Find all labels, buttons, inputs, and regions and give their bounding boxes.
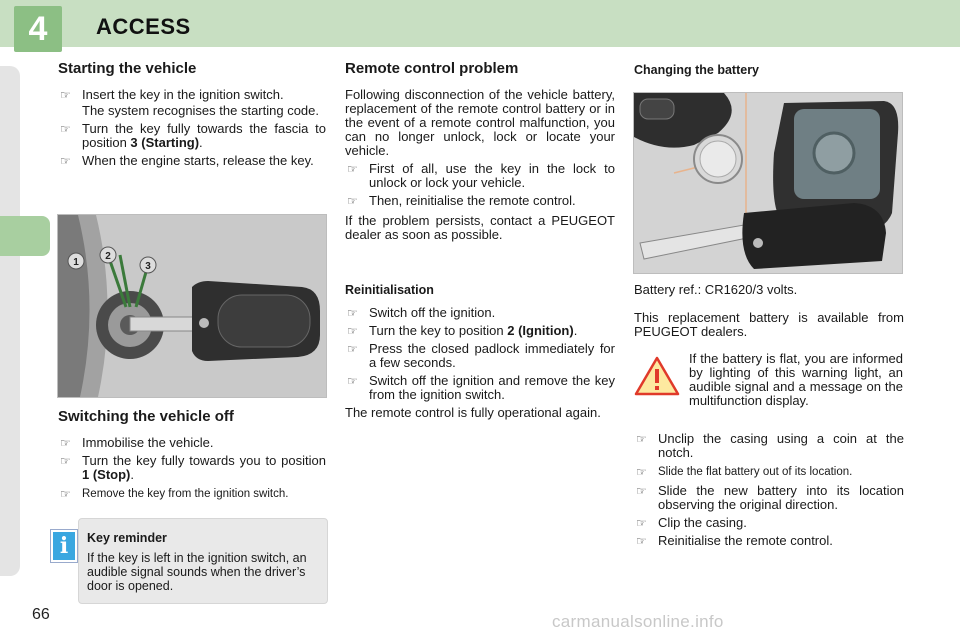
- switching-section: [58, 410, 326, 501]
- item-text: Turn the key fully towards you to position: [82, 453, 326, 468]
- item-text: The system recognises the starting code.: [82, 103, 320, 118]
- pointing-finger-icon: ☞: [636, 484, 647, 498]
- pointing-finger-icon: ☞: [60, 154, 71, 168]
- position-3-label: 3: [145, 261, 151, 272]
- item-text: Reinitialise the remote control.: [658, 533, 833, 548]
- list-item: [345, 162, 615, 190]
- pointing-finger-icon: ☞: [347, 162, 358, 176]
- battery-info: [634, 283, 904, 339]
- position-label: 2 (Ignition): [507, 323, 574, 338]
- item-text: First of all, use the key in the lock to unlock or lock your vehicle.: [369, 161, 615, 190]
- list-item: [58, 436, 326, 450]
- item-text: Immobilise the vehicle.: [82, 435, 214, 450]
- pointing-finger-icon: ☞: [347, 342, 358, 356]
- section-subtitle: Changing the battery: [634, 63, 760, 77]
- item-text: Switch off the ignition and remove the key from the ignition switch.: [369, 373, 615, 402]
- reinit-section: [345, 283, 615, 420]
- info-icon: i: [51, 530, 77, 562]
- section-title: Starting the vehicle: [58, 60, 197, 77]
- list-item: [58, 487, 326, 501]
- key-reminder-title: Key reminder: [87, 531, 167, 545]
- item-text-end: .: [130, 467, 135, 482]
- list-item-continued: [58, 104, 326, 118]
- item-text: Then, reinitialise the remote control.: [369, 193, 576, 208]
- pointing-finger-icon: ☞: [347, 306, 358, 320]
- list-item: [58, 154, 326, 168]
- pointing-finger-icon: ☞: [60, 454, 71, 468]
- page-number: 66: [32, 606, 50, 623]
- section-title: Remote control problem: [345, 60, 519, 77]
- warning-icon: [634, 356, 680, 396]
- remote-intro: Following disconnection of the vehicle battery, replacement of the remote control battery or in the event of a remote control malfunction, you can no longer unlock, lock or locate your vehicle.: [345, 87, 615, 158]
- list-item: [634, 516, 904, 530]
- pointing-finger-icon: ☞: [60, 122, 71, 136]
- page-title: ACCESS: [96, 14, 191, 39]
- pointing-finger-icon: ☞: [636, 534, 647, 548]
- pointing-finger-icon: ☞: [347, 374, 358, 388]
- starting-section: [58, 62, 326, 168]
- battery-warning-text: If the battery is flat, you are informed by lighting of this warning light, an audible signal and a message on the multifunction display.: [689, 351, 903, 408]
- item-text: Turn the key to position: [369, 323, 508, 338]
- item-text: Press the closed padlock immediately for a few seconds.: [369, 341, 615, 370]
- battery-warning: [689, 352, 903, 408]
- ignition-key-figure: [57, 214, 327, 398]
- list-item: [345, 324, 615, 338]
- item-text: Switch off the ignition.: [369, 305, 496, 320]
- item-text: Unclip the casing using a coin at the notch.: [658, 431, 904, 460]
- item-text: Clip the casing.: [658, 515, 747, 530]
- remote-battery-illustration: [634, 93, 902, 273]
- list-item: [345, 306, 615, 320]
- list-item: [634, 432, 904, 460]
- position-1-label: 1: [73, 257, 79, 268]
- remote-outro: If the problem persists, contact a PEUGEOT dealer as soon as possible.: [345, 213, 615, 242]
- remote-section: [345, 62, 615, 242]
- pointing-finger-icon: ☞: [636, 516, 647, 530]
- battery-steps: [634, 432, 904, 548]
- remote-battery-figure: [633, 92, 903, 274]
- section-title: Switching the vehicle off: [58, 408, 234, 425]
- reinit-outro: The remote control is fully operational again.: [345, 405, 601, 420]
- chapter-side-tab: [0, 216, 50, 256]
- battery-section-title-wrap: [634, 63, 904, 77]
- battery-available: This replacement battery is available from PEUGEOT dealers.: [634, 310, 904, 339]
- item-text: Turn the key fully towards the fascia to position: [82, 121, 326, 150]
- item-text: When the engine starts, release the key.: [82, 153, 314, 168]
- list-item: [634, 484, 904, 512]
- list-item: [345, 374, 615, 402]
- pointing-finger-icon: ☞: [60, 88, 71, 102]
- item-text: Remove the key from the ignition switch.: [82, 488, 289, 500]
- position-2-label: 2: [105, 251, 111, 262]
- watermark: carmanualsonline.info: [552, 612, 724, 631]
- item-text: Slide the flat battery out of its location.: [658, 466, 853, 478]
- list-item: [634, 534, 904, 548]
- list-item: [345, 194, 615, 208]
- side-bar: [0, 66, 20, 576]
- list-item: [58, 88, 326, 102]
- pointing-finger-icon: ☞: [347, 194, 358, 208]
- key-reminder-box: [78, 518, 328, 604]
- pointing-finger-icon: ☞: [347, 324, 358, 338]
- position-label: 3 (Starting): [130, 135, 200, 150]
- pointing-finger-icon: ☞: [636, 432, 647, 446]
- pointing-finger-icon: ☞: [636, 465, 647, 479]
- ignition-illustration: [58, 215, 326, 397]
- list-item: [58, 454, 326, 482]
- item-text-end: .: [199, 135, 203, 150]
- list-item: [345, 342, 615, 370]
- pointing-finger-icon: ☞: [60, 487, 71, 501]
- list-item: [634, 465, 904, 479]
- position-label: 1 (Stop): [82, 467, 131, 482]
- item-text-end: .: [573, 323, 578, 338]
- list-item: [58, 122, 326, 150]
- item-text: Slide the new battery into its location observing the original direction.: [658, 483, 904, 512]
- pointing-finger-icon: ☞: [60, 436, 71, 450]
- item-text: Insert the key in the ignition switch.: [82, 87, 284, 102]
- key-reminder-text: If the key is left in the ignition switch, an audible signal sounds when the driver’s door is opened.: [87, 551, 307, 593]
- battery-ref: Battery ref.: CR1620/3 volts.: [634, 282, 798, 297]
- section-subtitle: Reinitialisation: [345, 283, 434, 297]
- chapter-number: 4: [14, 6, 62, 52]
